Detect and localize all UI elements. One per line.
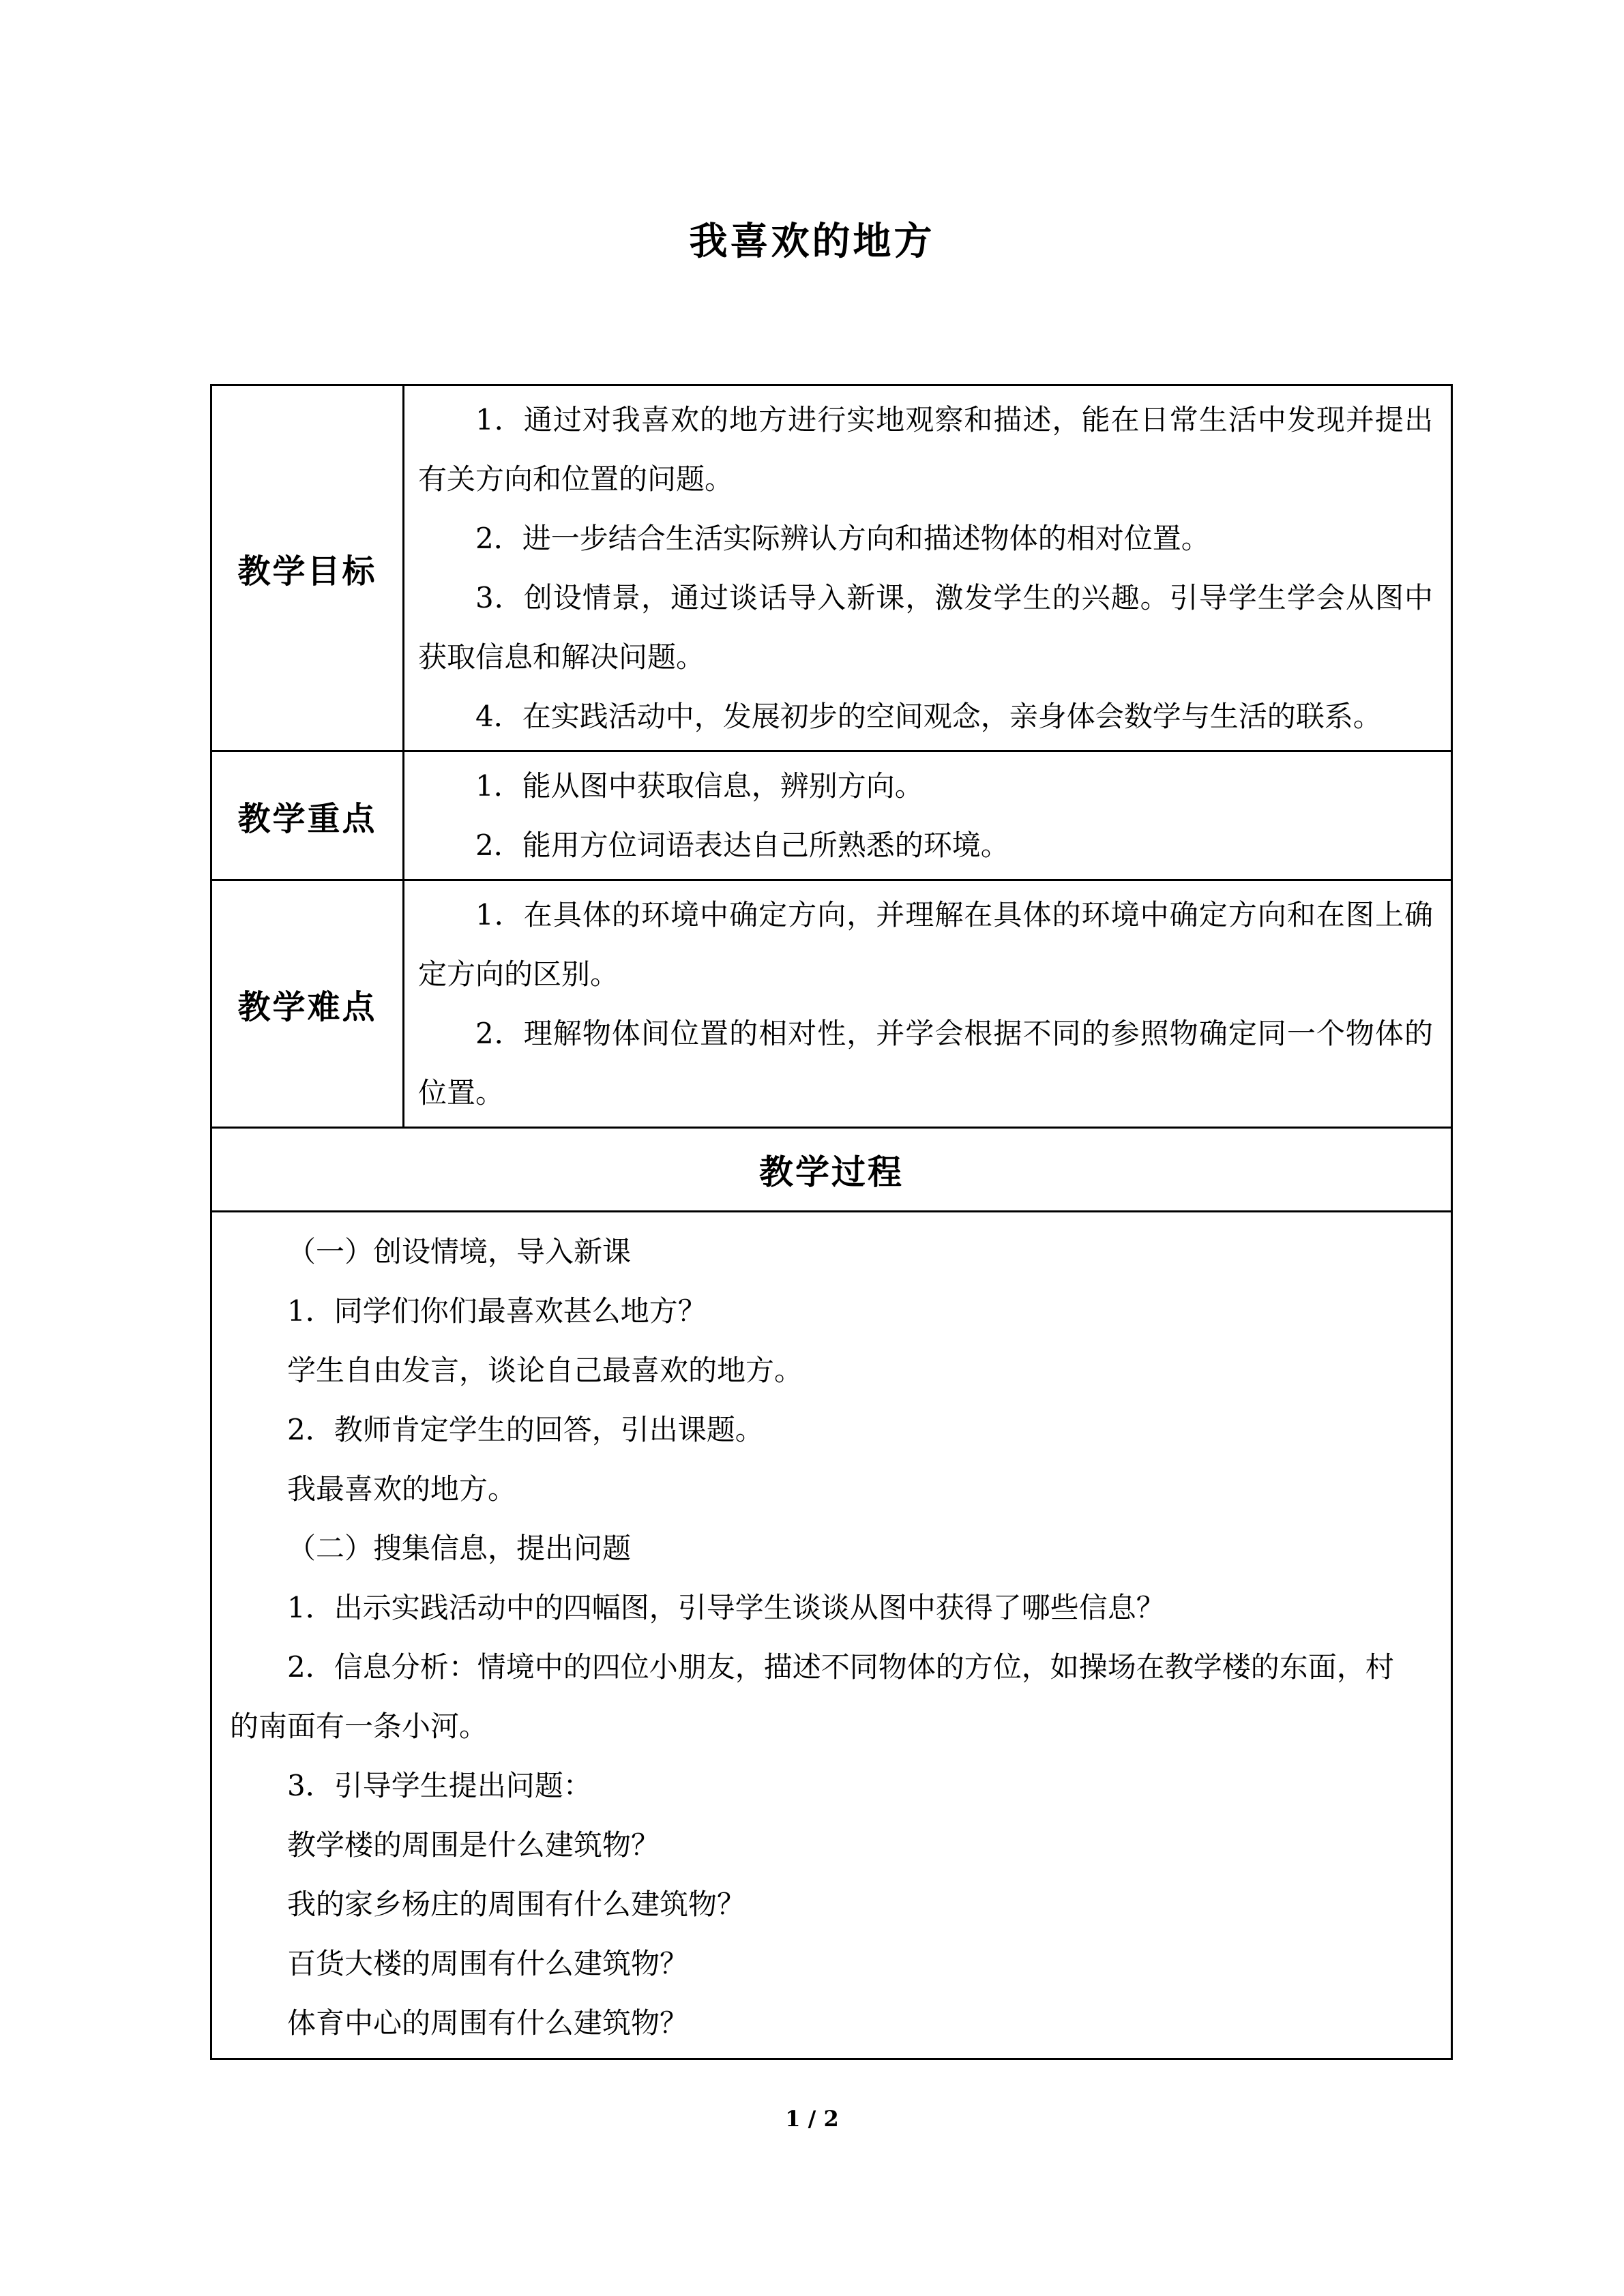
objectives-label: 教学目标 bbox=[211, 385, 404, 751]
difficulty-item: 1．在具体的环境中确定方向，并理解在具体的环境中确定方向和在图上确定方向的区别。 bbox=[418, 898, 1433, 991]
difficulties-label: 教学难点 bbox=[211, 880, 404, 1128]
process-line: 2．信息分析：情境中的四位小朋友，描述不同物体的方位，如操场在教学楼的东面，村的南面有一条小河。 bbox=[230, 1650, 1394, 1743]
process-line: 3．引导学生提出问题： bbox=[287, 1769, 592, 1802]
process-content bbox=[211, 1212, 1452, 2059]
key-points-label: 教学重点 bbox=[211, 751, 404, 880]
process-line: （一）创设情境，导入新课 bbox=[287, 1235, 632, 1268]
key-points-row bbox=[211, 751, 1452, 880]
objectives-row bbox=[211, 385, 1452, 751]
process-line: 我最喜欢的地方。 bbox=[287, 1472, 517, 1506]
objective-item: 1．通过对我喜欢的地方进行实地观察和描述，能在日常生活中发现并提出有关方向和位置的问题。 bbox=[418, 403, 1433, 496]
difficulties-row bbox=[211, 880, 1452, 1128]
process-content-row bbox=[211, 1212, 1452, 2059]
process-header-row bbox=[211, 1128, 1452, 1212]
process-line: 学生自由发言，谈论自己最喜欢的地方。 bbox=[287, 1354, 803, 1387]
key-point-item: 1．能从图中获取信息，辨别方向。 bbox=[475, 769, 924, 803]
objective-item: 2．进一步结合生活实际辨认方向和描述物体的相对位置。 bbox=[475, 522, 1210, 555]
key-points-content bbox=[404, 751, 1452, 880]
lesson-plan-table bbox=[210, 384, 1453, 2060]
objectives-content bbox=[404, 385, 1452, 751]
page-number: 1 / 2 bbox=[785, 2106, 839, 2132]
process-line: （二）搜集信息，提出问题 bbox=[287, 1532, 632, 1565]
difficulty-item: 2．理解物体间位置的相对性，并学会根据不同的参照物确定同一个物体的位置。 bbox=[418, 1017, 1433, 1109]
process-line: 教学楼的周围是什么建筑物？ bbox=[287, 1828, 660, 1862]
process-line: 1．出示实践活动中的四幅图，引导学生谈谈从图中获得了哪些信息？ bbox=[287, 1591, 1165, 1624]
process-header: 教学过程 bbox=[211, 1128, 1452, 1212]
process-line: 体育中心的周围有什么建筑物？ bbox=[287, 2006, 689, 2040]
process-line: 2．教师肯定学生的回答，引出课题。 bbox=[287, 1413, 764, 1446]
process-line: 1．同学们你们最喜欢甚么地方？ bbox=[287, 1294, 707, 1328]
objective-item: 4．在实践活动中，发展初步的空间观念，亲身体会数学与生活的联系。 bbox=[475, 700, 1382, 733]
difficulties-content bbox=[404, 880, 1452, 1128]
key-point-item: 2．能用方位词语表达自己所熟悉的环境。 bbox=[475, 829, 1009, 862]
page-title: 我喜欢的地方 bbox=[689, 220, 935, 264]
objective-item: 3．创设情景，通过谈话导入新课，激发学生的兴趣。引导学生学会从图中获取信息和解决问题。 bbox=[418, 581, 1433, 674]
process-line: 百货大楼的周围有什么建筑物？ bbox=[287, 1947, 689, 1980]
process-line: 我的家乡杨庄的周围有什么建筑物？ bbox=[287, 1888, 746, 1921]
